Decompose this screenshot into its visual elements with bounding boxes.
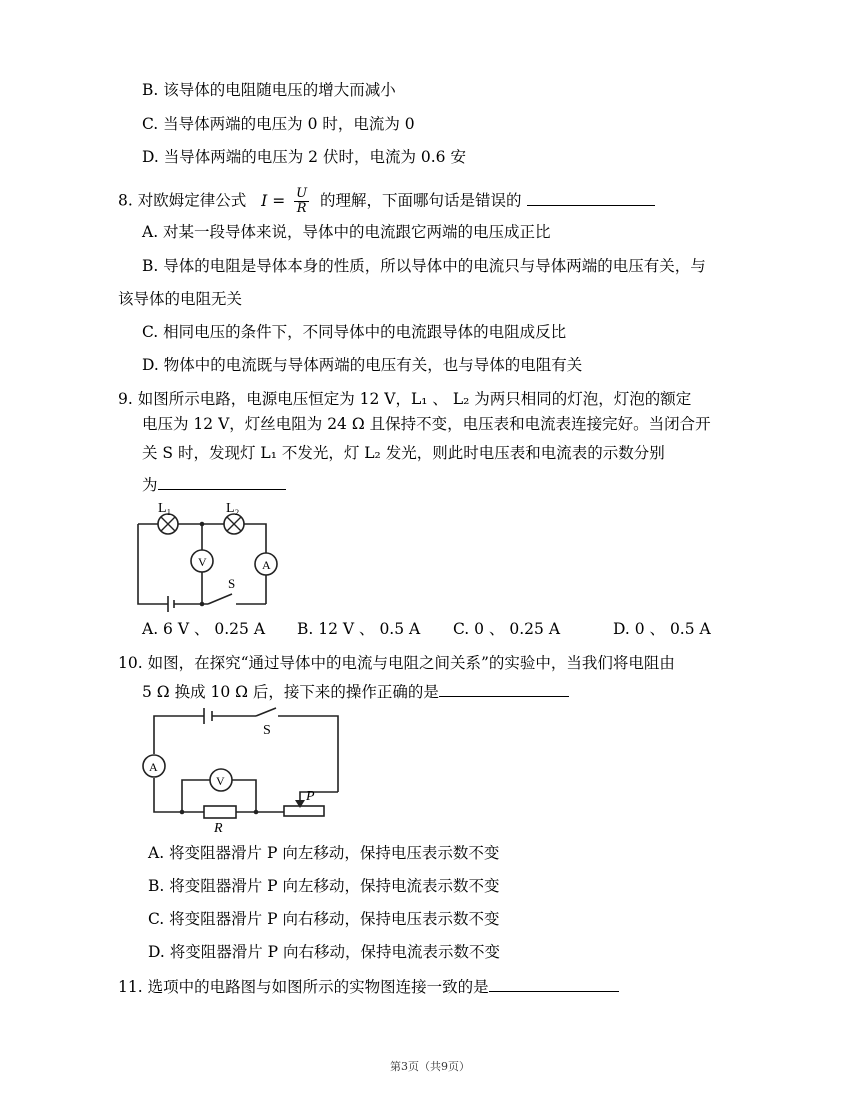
q10-label-r: R	[214, 821, 223, 834]
q10-label-v: V	[216, 774, 225, 788]
q10-option-d: D. 将变阻器滑片 P 向右移动，保持电流表示数不变	[148, 943, 501, 961]
q9-junction-top	[200, 522, 205, 527]
q9-stem-line4-text: 为	[142, 476, 158, 494]
q9-stem-line2: 电压为 12 V，灯丝电阻为 24 Ω 且保持不变，电压表和电流表连接完好。当闭合开	[142, 415, 711, 433]
q8-stem-pre: 8. 对欧姆定律公式	[118, 191, 247, 210]
q10-junction-right	[254, 810, 259, 815]
q9-stem-line4	[142, 473, 286, 495]
q10-stem-line2	[142, 680, 569, 702]
q8-formula-denominator: R	[296, 201, 307, 216]
q9-option-b: B. 12 V 、 0.5 A	[297, 620, 421, 638]
q9-option-d: D. 0 、 0.5 A	[613, 620, 711, 638]
q10-stem-line1: 10. 如图，在探究“通过导体中的电流与电阻之间关系”的实验中，当我们将电阻由	[118, 654, 675, 672]
q9-answer-blank[interactable]	[158, 473, 286, 490]
q8-option-d: D. 物体中的电流既与导体两端的电压有关，也与导体的电阻有关	[142, 356, 583, 374]
q9-switch	[200, 594, 266, 604]
q9-label-s: S	[228, 576, 236, 591]
q8-option-b-line1: B. 导体的电阻是导体本身的性质，所以导体中的电流只与导体两端的电压有关，与	[142, 257, 706, 275]
q10-answer-blank[interactable]	[439, 680, 569, 697]
q8-formula-numerator: U	[296, 186, 308, 201]
q8-option-b-line2: 该导体的电阻无关	[118, 290, 243, 308]
q10-option-c: C. 将变阻器滑片 P 向右移动，保持电压表示数不变	[148, 910, 500, 928]
q9-stem-line1: 9. 如图所示电路，电源电压恒定为 12 V，L₁ 、 L₂ 为两只相同的灯泡，灯泡的额定	[118, 390, 692, 408]
q9-battery	[162, 596, 200, 612]
q8-option-a: A. 对某一段导体来说，导体中的电流跟它两端的电压成正比	[142, 223, 551, 241]
q10-battery	[204, 708, 212, 724]
q8-stem	[118, 187, 655, 216]
q9-label-v: V	[198, 555, 207, 569]
q9-stem-line3: 关 S 时，发现灯 L₁ 不发光，灯 L₂ 发光，则此时电压表和电流表的示数分别	[142, 444, 665, 462]
q11-stem-text: 11. 选项中的电路图与如图所示的实物图连接一致的是	[118, 978, 489, 996]
q10-option-b: B. 将变阻器滑片 P 向左移动，保持电流表示数不变	[148, 877, 500, 895]
q9-label-a: A	[262, 558, 271, 572]
q9-option-c: C. 0 、 0.25 A	[453, 620, 561, 638]
q10-rheostat	[284, 806, 324, 816]
q9-label-l2: L₂	[226, 501, 240, 516]
q11-answer-blank[interactable]	[489, 975, 619, 992]
q9-label-l1: L₁	[158, 501, 172, 516]
q7-option-d: D. 当导体两端的电压为 2 伏时，电流为 0.6 安	[142, 148, 466, 166]
q7-option-c: C. 当导体两端的电压为 0 时，电流为 0	[142, 115, 415, 133]
q10-label-p: P	[306, 789, 315, 804]
q9-left-wire	[138, 524, 162, 604]
q10-option-a: A. 将变阻器滑片 P 向左移动，保持电压表示数不变	[148, 844, 500, 862]
q9-junction-bottom	[200, 602, 205, 607]
page-footer: 第3页（共9页）	[390, 1060, 470, 1073]
q10-circuit-diagram	[140, 704, 350, 834]
q10-junction-left	[180, 810, 185, 815]
q10-stem-line2-text: 5 Ω 换成 10 Ω 后，接下来的操作正确的是	[142, 683, 439, 701]
q8-option-c: C. 相同电压的条件下，不同导体中的电流跟导体的电阻成反比	[142, 323, 567, 341]
q8-formula-fraction	[294, 187, 309, 216]
q10-resistor	[204, 806, 236, 818]
q10-label-s: S	[263, 723, 271, 738]
q10-switch	[256, 708, 276, 716]
q8-answer-blank[interactable]	[527, 189, 655, 206]
q7-option-b: B. 该导体的电阻随电压的增大而减小	[142, 81, 396, 99]
q8-formula-lhs: I =	[261, 191, 286, 210]
q10-label-a: A	[149, 760, 158, 774]
q9-option-a: A. 6 V 、 0.25 A	[142, 620, 266, 638]
q9-circuit-diagram	[132, 500, 282, 612]
q8-stem-post: 的理解，下面哪句话是错误的	[320, 191, 522, 210]
q11-stem	[118, 975, 619, 997]
